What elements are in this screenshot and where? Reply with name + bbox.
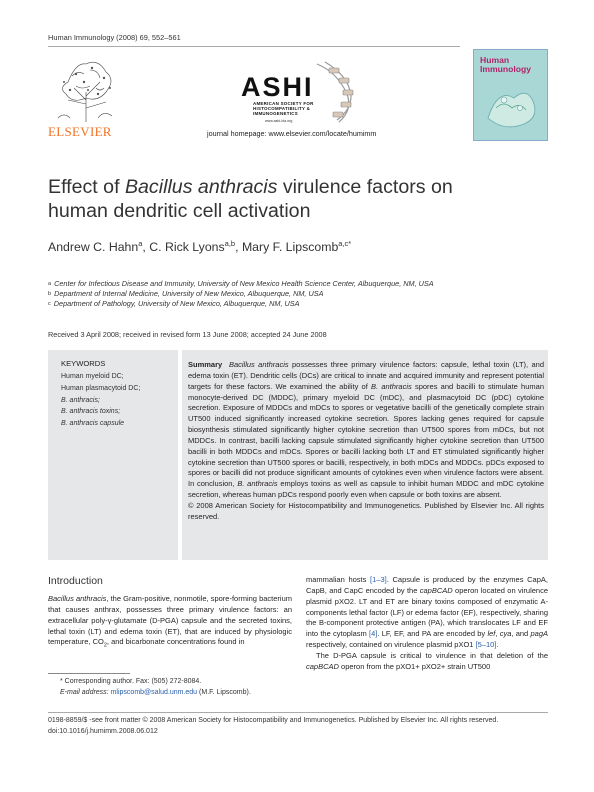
intro-right-column — [306, 575, 548, 673]
elsevier-tree-logo — [48, 52, 124, 124]
cover-artwork-icon — [482, 78, 540, 130]
ashi-subtitle: AMERICAN SOCIETY FOR HISTOCOMPATIBILITY & IMMUNOGENETICS — [253, 101, 314, 116]
author-affiliation-mark: a,c* — [338, 239, 352, 248]
intro-left-column — [48, 575, 292, 652]
keywords-label: KEYWORDS — [61, 359, 106, 368]
affiliations — [48, 279, 434, 309]
keyword-item: Human plasmacytoid DC; — [61, 384, 141, 392]
citation-link[interactable]: [4] — [369, 629, 378, 639]
ashi-name: ASHI — [241, 72, 314, 102]
ashi-logo — [225, 58, 375, 126]
citation-link[interactable]: [1–3] — [370, 575, 387, 584]
author-affiliation-mark: a,b — [224, 239, 236, 248]
section-heading: Introduction — [48, 575, 103, 587]
author-affiliation-mark: a — [138, 239, 143, 248]
corresponding-footnote — [60, 677, 251, 698]
abstract-label: Summary — [188, 360, 223, 369]
author-list: Andrew C. Hahn$^a$, C. Rick Lyons$^{a,b}$, Mary F. Lipscomb$^{a,c*}$ — [48, 239, 352, 255]
keyword-item: B. anthracis; — [61, 396, 100, 404]
author-name: Mary F. Lipscomb — [241, 240, 339, 255]
journal-homepage: journal homepage: www.elsevier.com/locate/humimm — [207, 129, 377, 138]
author-name: C. Rick Lyons — [149, 240, 225, 255]
author-name: Andrew C. Hahn — [48, 240, 139, 255]
abstract-box — [182, 350, 548, 560]
citation-link[interactable]: [5–10] — [475, 640, 497, 650]
doi-line: doi:10.1016/j.humimm.2008.06.012 — [48, 727, 158, 735]
keyword-item: Human myeloid DC; — [61, 373, 124, 380]
received-dates: Received 3 April 2008; received in revised form 13 June 2008; accepted 24 June 2008 — [48, 330, 327, 339]
journal-cover — [473, 49, 548, 141]
abstract-text: Summary Bacillus anthracis possesses three primary virulence factors: capsule, lethal toxin (LT), and edema toxin (ET). Dendritic cells (DCs) are critical to innate and acquired immunity and represent potential targets for these factors. We examined the ability of B. anthracis spores and bacilli to stimulate human monocyte-derived DC (MDDC), primary myeloid DC (mDC), and plasmacytoid DC (pDC) cytokine secretion. Exposure of MDDCs and mDCs to spores or vegetative bacilli of the genetically complete strain UT500 induced significantly increased cytokine secretion. Spores lacking genes required for capsule biosynthesis stimulated significantly higher cytokine secretion than UT500 spores from mDCs, but not MDDCs. In contrast, bacilli lacking capsule stimulated significantly higher cytokine secretion than UT500 bacilli in both MDDCs and mDCs. Spores or bacilli lacking both LT and ET stimulated significantly higher cytokine secretion than UT500 spores or bacilli, respectively, in both mDCs and MDDCs. pDCs exposed to spores or bacilli did not produce significant amounts of cytokines even when virulence factors were absent. In conclusion, B. anthracis employs toxins as well as capsule to inhibit human MDDC and mDC cytokine secretion, whereas human pDCs respond poorly even when capsule or both toxins are absent. © 2008 American Society for Histocompatibility and Immunogenetics. Published by Elsevier Inc. All rights reserved. — [188, 360, 545, 521]
article-title — [48, 176, 488, 223]
header-rule — [48, 46, 460, 47]
intro-paragraph: Bacillus anthracis, the Gram-positive, nonmotile, spore-forming bacterium that causes anthrax, possesses three primary virulence factors: an extracellular poly-γ-glutamate (D-PGA) capsule and the secreted toxins, lethal toxin (LT) and edema toxin (ET), that are induced by physiologic temperature, $CO_2$, and bicarbonate concentrations found in — [48, 594, 292, 649]
footnote-rule — [48, 673, 130, 674]
intro-paragraph: The D-PGA capsule is critical to virulence in that deletion of the capBCAD operon from the pXO1+ pXO2+ strain UT500 — [306, 650, 548, 671]
affiliation-item: $^c$ Department of Pathology, University of New Mexico, Albuquerque, NM, USA — [48, 299, 300, 308]
cover-title: Human Immunology — [480, 55, 532, 74]
copyright-footer — [48, 716, 498, 737]
intro-paragraph: mammalian hosts [1–3]. Capsule is produced by the enzymes CapA, CapB, and CapC encoded by the capBCAD operon located on virulence plasmid pXO2. LT and ET are binary toxins composed of enzymatic A-components lethal factor (LF) or edema factor (EF), respectively, sharing the B-component protective antigen (PA), which translocates LF and EF into the cytoplasm [4]. LF, EF, and PA are encoded by lef, cya, and pagA respectively, contained on virulence plasmid pXO1 [5–10]. — [306, 575, 549, 650]
title-post: virulence factors on human dendritic cell activation — [48, 176, 453, 222]
email-link[interactable]: mlipscomb@salud.unm.edu — [110, 688, 198, 696]
title-pre: Effect of — [48, 176, 125, 198]
keywords-list — [61, 371, 171, 430]
footnote-email-line: E-mail address: mlipscomb@salud.unm.edu (M.F. Lipscomb). — [60, 688, 251, 696]
elsevier-wordmark: ELSEVIER — [48, 124, 112, 139]
affiliation-item: $^a$ Center for Infectious Disease and Immunity, University of New Mexico Health Science Center, Albuquerque, NM, USA — [48, 279, 434, 288]
keywords-box — [48, 350, 178, 560]
abstract-copyright: © 2008 American Society for Histocompatibility and Immunogenetics. Published by Elsevier Inc. All rights reserved. — [188, 500, 544, 521]
running-head: Human Immunology (2008) 69, 552–561 — [48, 33, 181, 42]
keyword-item: B. anthracis capsule — [61, 420, 125, 428]
issn-line: 0198-8859/$ -see front matter © 2008 American Society for Histocompatibility and Immunogenetics. Published by Elsevier Inc. All rights reserved. — [48, 717, 499, 724]
keyword-item: B. anthracis toxins; — [61, 408, 121, 416]
footnote-line: * Corresponding author. Fax: (505) 272-8084. — [60, 678, 202, 685]
ashi-website: www.ashi-hla.org — [265, 119, 293, 123]
bottom-rule — [48, 712, 548, 713]
title-species: Bacillus anthracis — [124, 176, 278, 198]
affiliation-item: $^b$ Department of Internal Medicine, University of New Mexico, Albuquerque, NM, USA — [48, 289, 324, 298]
